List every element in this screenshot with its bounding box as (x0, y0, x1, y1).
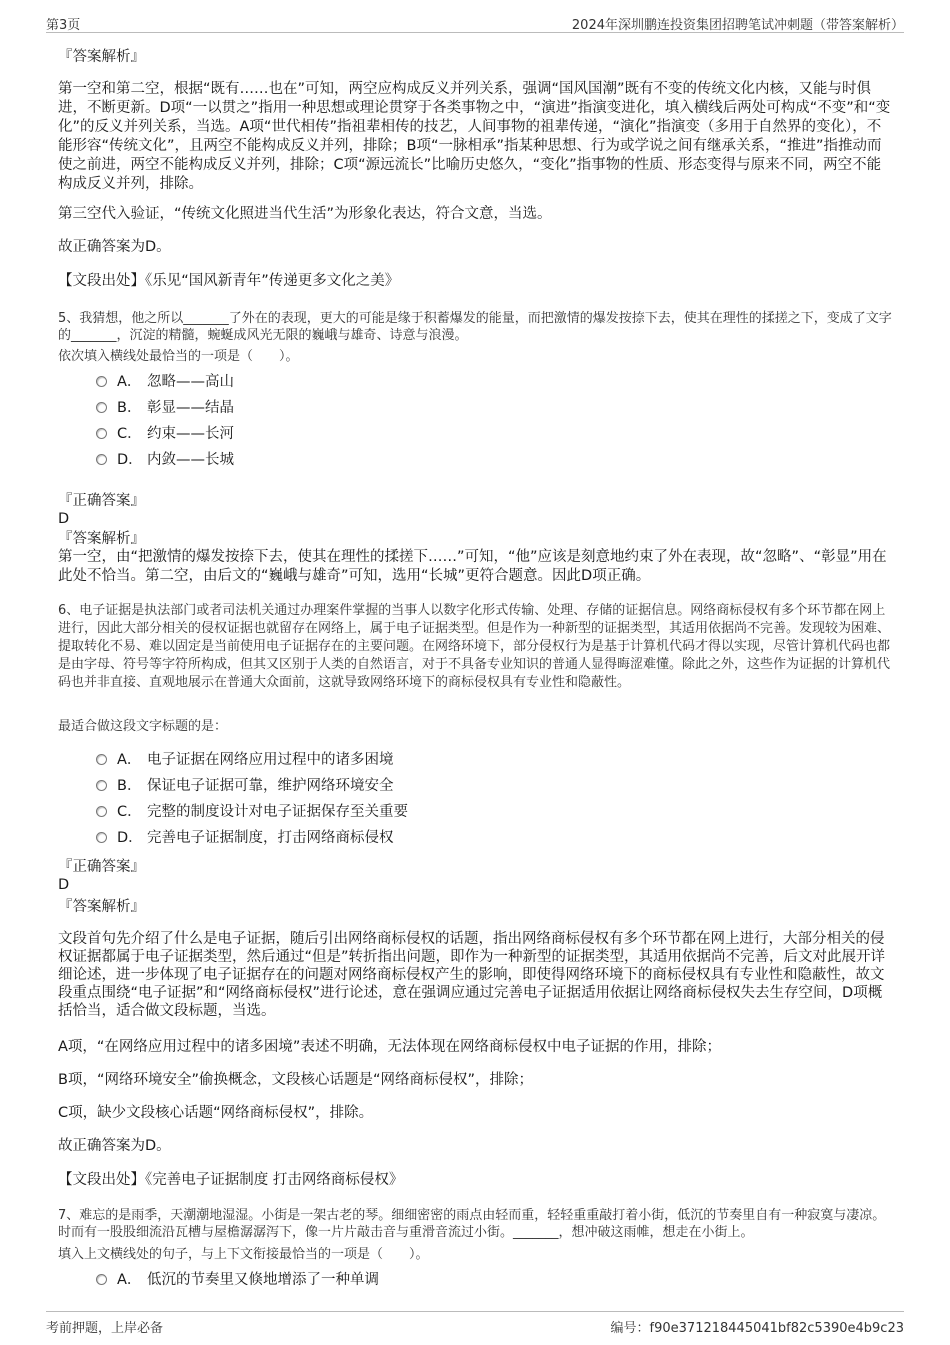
radio-icon[interactable] (96, 1274, 107, 1285)
q6-option-b[interactable]: B． 保证电子证据可靠，维护网络环境安全 (96, 776, 394, 796)
prev-analysis-conclusion: 故正确答案为D。 (58, 239, 171, 255)
question-5-stem: 5、我猜想，他之所以_______了外在的表现，更大的可能是缘于积蓄爆发的能量，而把激情的爆发按捺下去，使其在理性的揉搓之下，变成了文字的_______，沉淀的精髓，蜿蜒成风光无限的巍峨与雄奇、诗意与浪漫。 (58, 311, 892, 343)
q5-analysis: 第一空，由“把激情的爆发按捺下去，使其在理性的揉搓下……”可知，“他”应该是刻意地约束了外在表现，故“忽略”、“彰显”用在此处不恰当。第二空，由后文的“巍峨与雄奇”可知，选用“长城”更符合题意。因此D项正确。 (58, 549, 887, 584)
radio-icon[interactable] (96, 376, 107, 387)
page-number: 第3页 (46, 18, 81, 33)
q6-analysis-conclusion: 故正确答案为D。 (58, 1138, 171, 1154)
q5-analysis-label: 『答案解析』 (58, 531, 145, 547)
q5-option-d[interactable]: D． 内敛——长城 (96, 450, 234, 470)
q6-analysis-paragraph: A项，“在网络应用过程中的诸多困境”表述不明确，无法体现在网络商标侵权中电子证据的作用，排除； (58, 1039, 721, 1055)
radio-icon[interactable] (96, 454, 107, 465)
q5-answer: D (58, 511, 70, 527)
document-title: 2024年深圳鹏连投资集团招聘笔试冲刺题（带答案解析） (571, 18, 904, 33)
q7-option-a[interactable]: A． 低沉的节奏里又倏地增添了一种单调 (96, 1270, 379, 1290)
q6-answer-label: 『正确答案』 (58, 859, 145, 875)
q6-analysis-label: 『答案解析』 (58, 899, 145, 915)
radio-icon[interactable] (96, 754, 107, 765)
question-5-prompt: 依次填入横线处最恰当的一项是（ ）。 (58, 349, 299, 364)
prev-analysis-paragraph: 第三空代入验证，“传统文化照进当代生活”为形象化表达，符合文意，当选。 (58, 206, 552, 222)
page-header (46, 12, 904, 33)
question-7-stem: 7、难忘的是雨季，天潮潮地湿湿。小街是一架古老的琴。细细密密的雨点由轻而重，轻轻重重敲打着小街，低沉的节奏里自有一种寂寞与凄凉。时而有一股股细流沿瓦槽与屋檐潺潺泻下，像一片片敲击音与重滑音流过小街。_______，想冲破这雨帷，想走在小街上。 (58, 1208, 886, 1240)
q5-answer-label: 『正确答案』 (58, 493, 145, 509)
radio-icon[interactable] (96, 402, 107, 413)
q6-option-a[interactable]: A． 电子证据在网络应用过程中的诸多困境 (96, 750, 394, 770)
q6-option-d[interactable]: D． 完善电子证据制度，打击网络商标侵权 (96, 828, 394, 848)
q6-option-c[interactable]: C． 完整的制度设计对电子证据保存至关重要 (96, 802, 408, 822)
q6-analysis-paragraph: 文段首句先介绍了什么是电子证据，随后引出网络商标侵权的话题，指出网络商标侵权有多个环节都在网上进行，大部分相关的侵权证据都属于电子证据类型，然后通过“但是”转折指出问题，即作为一种新型的证据类型，其适用依据尚不完善，后文对此展开详细论述，进一步体现了电子证据存在的问题对网络商标侵权产生的影响，即使得网络环境下的商标侵权具有专业性和隐蔽性，故文段重点围绕“电子证据”和“网络商标侵权”进行论述，意在强调应通过完善电子证据适用依据让网络商标侵权失去生存空间，D项概括恰当，适合做文段标题，当选。 (58, 931, 886, 1019)
radio-icon[interactable] (96, 780, 107, 791)
page-footer (46, 1311, 904, 1336)
question-6-stem: 6、电子证据是执法部门或者司法机关通过办理案件掌握的当事人以数字化形式传输、处理、存储的证据信息。网络商标侵权有多个环节都在网上进行，因此大部分相关的侵权证据也就留存在网络上，属于电子证据类型。但是作为一种新型的证据类型，其适用依据尚不完善。发现较为困难、提取转化不易、难以固定是当前使用电子证据存在的主要问题。在网络环境下，部分侵权行为是基于计算机代码才得以实现，尽管计算机代码也都是由字母、符号等字符所构成，但其又区别于人类的自然语言，对于不具备专业知识的普通人显得晦涩难懂。除此之外，这些作为证据的计算机代码也并非直接、直观地展示在普通大众面前，这就导致网络环境下的商标侵权具有专业性和隐蔽性。 (58, 603, 891, 690)
prev-analysis-paragraph: 第一空和第二空，根据“既有……也在”可知，两空应构成反义并列关系，强调“国风国潮”既有不变的传统文化内核，又能与时俱进，不断更新。D项“一以贯之”指用一种思想或理论贯穿于各类事物之中，“演进”指演变进化，填入横线后两处可构成“不变”和“变化”的反义并列关系，当选。A项“世代相传”指祖辈相传的技艺，人间事物的祖辈传递，“演化”指演变（多用于自然界的变化），不能形容“传统文化”，且两空不能构成反义并列，排除；B项“一脉相承”指某种思想、行为或学说之间有继承关系，“推进”指推动而使之前进，两空不能构成反义并列，排除；C项“源远流长”比喻历史悠久，“变化”指事物的性质、形态变得与原来不同，两空不能构成反义并列，排除。 (58, 81, 891, 192)
footer-slogan: 考前押题，上岸必备 (46, 1321, 164, 1336)
prev-source-citation: 【文段出处】《乐见“国风新青年”传递更多文化之美》 (58, 273, 400, 289)
question-7-prompt: 填入上文横线处的句子，与上下文衔接最恰当的一项是（ ）。 (58, 1247, 429, 1262)
q5-option-c[interactable]: C． 约束——长河 (96, 424, 234, 444)
q6-answer: D (58, 877, 70, 893)
document-id: 编号：f90e371218445041bf82c5390e4b9c23 (610, 1321, 904, 1336)
q6-analysis-paragraph: B项，“网络环境安全”偷换概念，文段核心话题是“网络商标侵权”，排除； (58, 1072, 533, 1088)
q5-option-b[interactable]: B． 彰显——结晶 (96, 398, 234, 418)
question-6-prompt: 最适合做这段文字标题的是： (58, 719, 228, 734)
prev-analysis-label: 『答案解析』 (58, 49, 145, 65)
q5-option-a[interactable]: A． 忽略——高山 (96, 372, 234, 392)
radio-icon[interactable] (96, 428, 107, 439)
q6-source-citation: 【文段出处】《完善电子证据制度 打击网络商标侵权》 (58, 1172, 404, 1188)
q6-analysis-paragraph: C项，缺少文段核心话题“网络商标侵权”，排除。 (58, 1105, 374, 1121)
radio-icon[interactable] (96, 806, 107, 817)
radio-icon[interactable] (96, 832, 107, 843)
